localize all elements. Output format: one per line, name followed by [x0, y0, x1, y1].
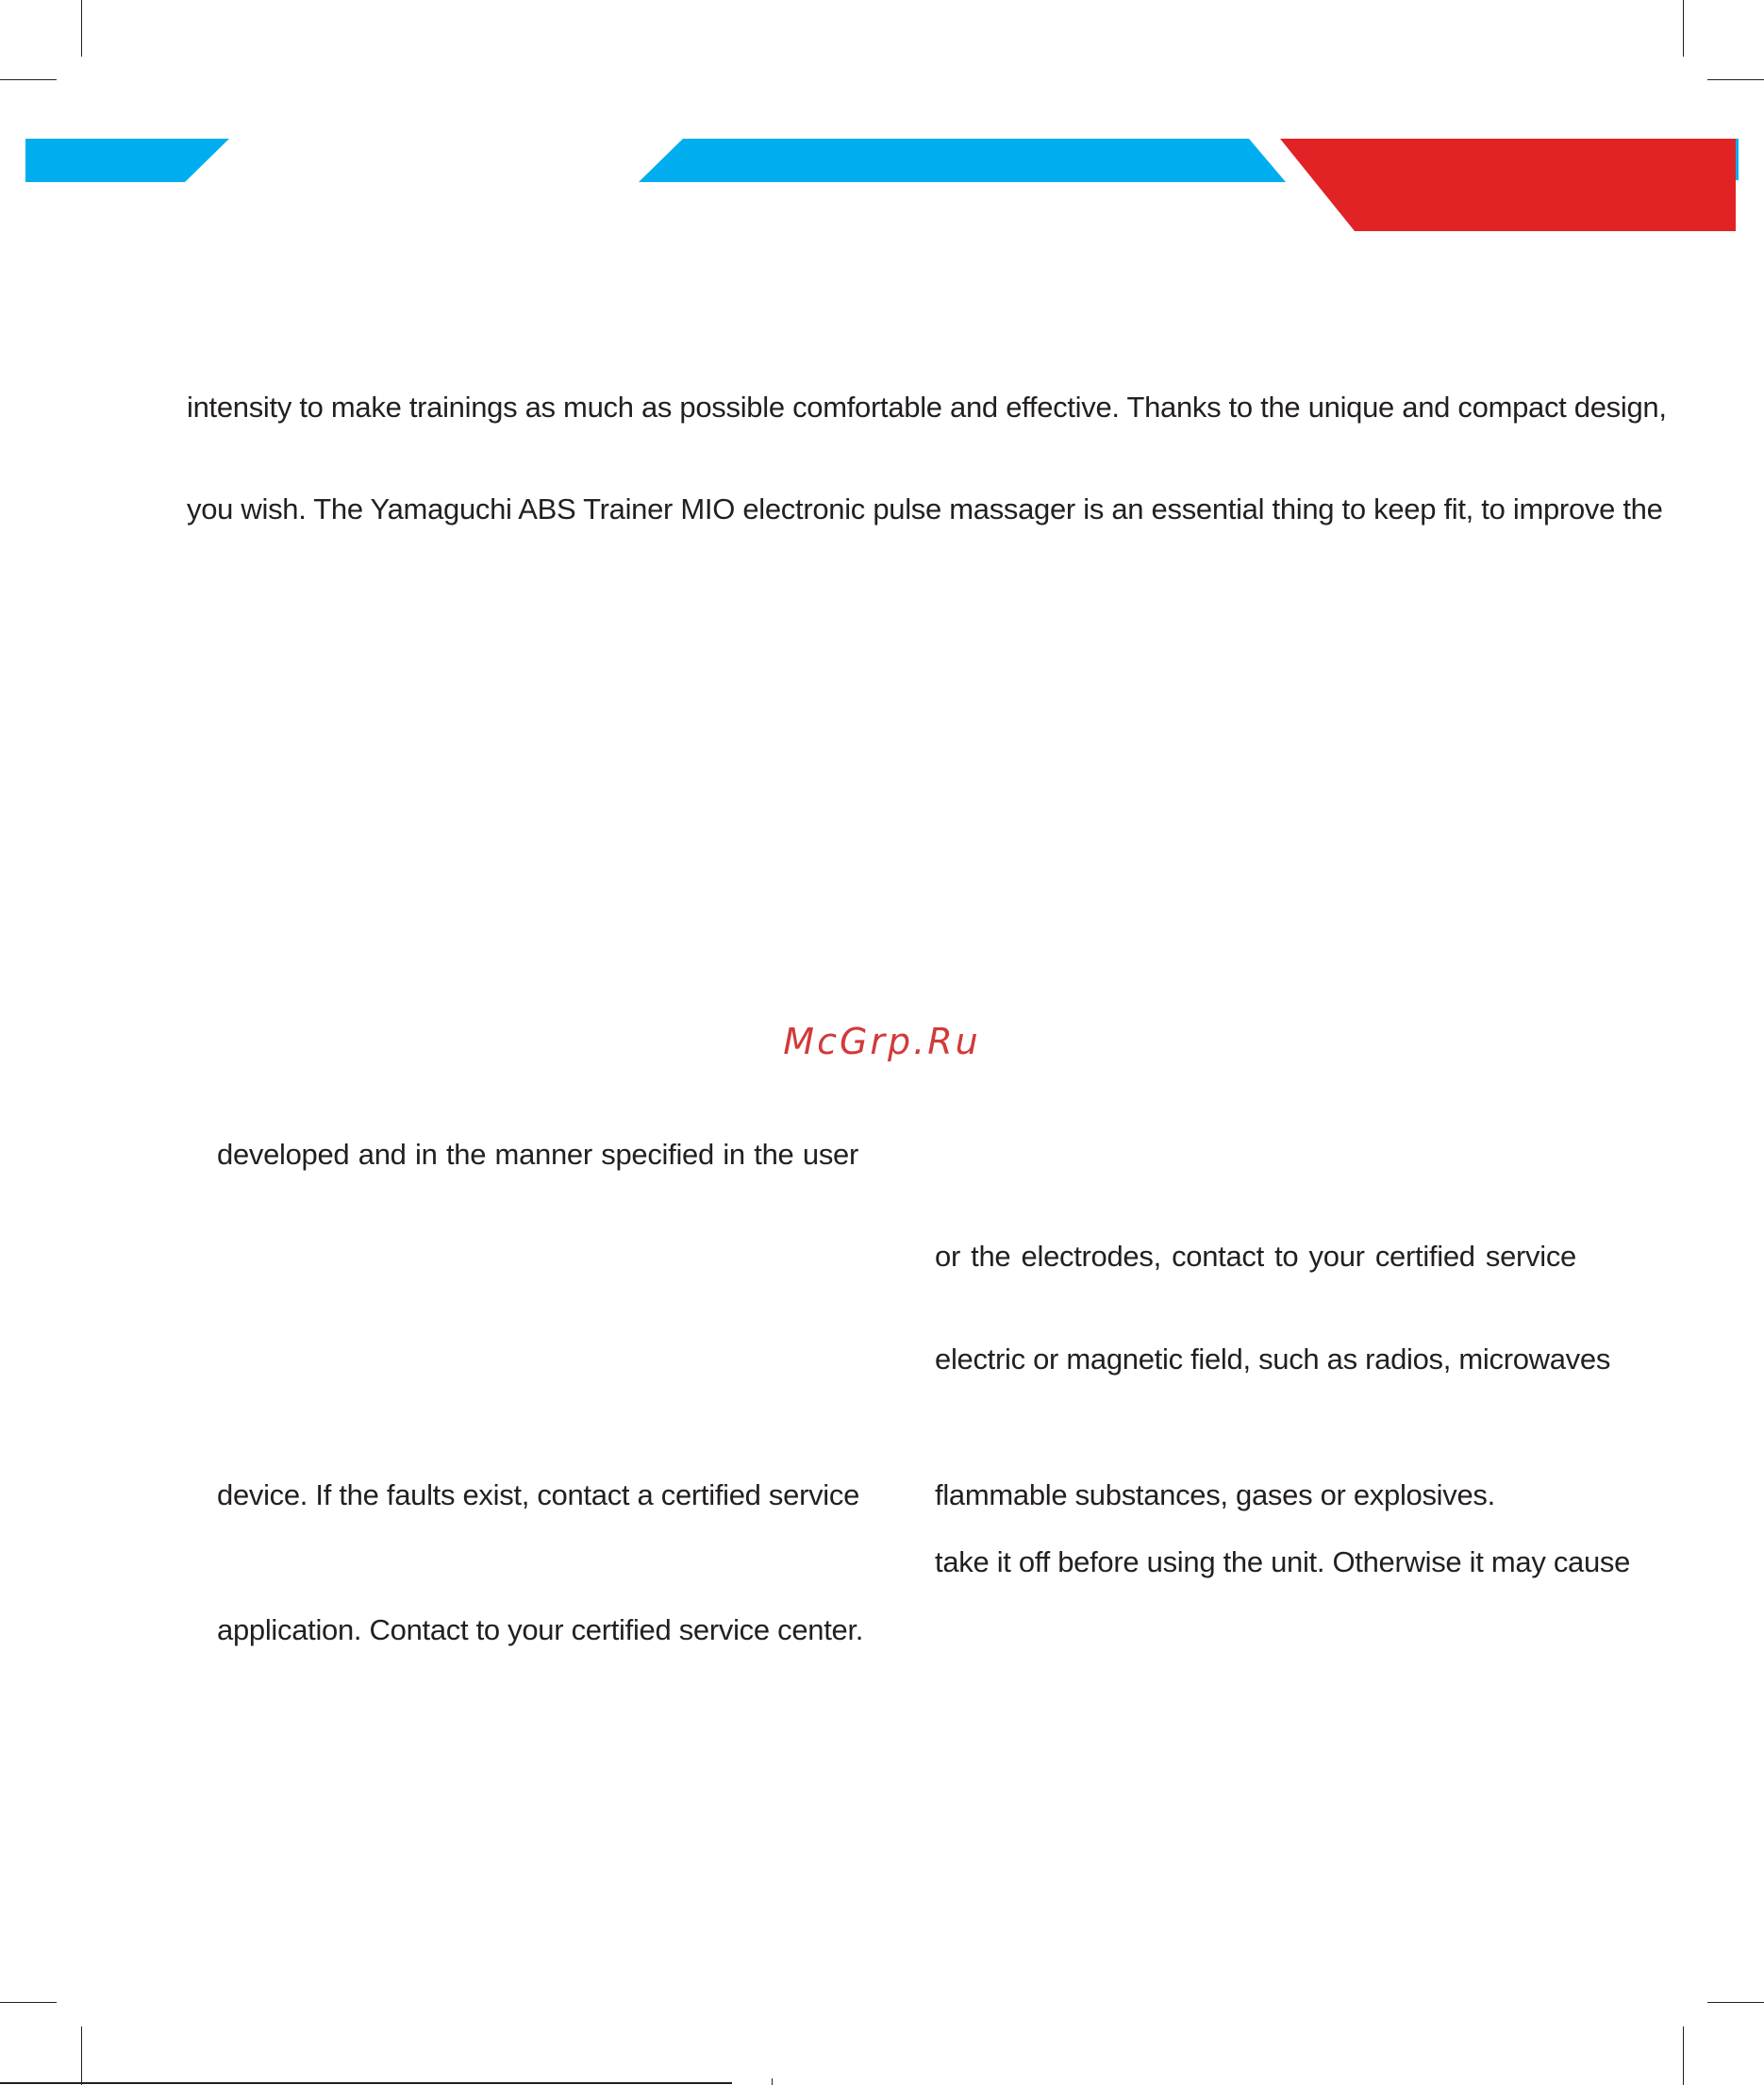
crop-mark-bottom-left-vertical: [81, 2027, 82, 2085]
crop-mark-bottom-right-horizontal: [1707, 2002, 1764, 2003]
left-column-line-3: application. Contact to your certified service center.: [217, 1613, 864, 1646]
banner-blue-center: [639, 139, 1286, 182]
right-column-line-2: electric or magnetic field, such as radios, microwaves: [935, 1343, 1611, 1376]
watermark: McGrp.Ru: [783, 1021, 981, 1062]
intro-line-2: you wish. The Yamaguchi ABS Trainer MIO electronic pulse massager is an essential thing to keep fit, to improve the: [187, 492, 1663, 525]
bottom-rule: [0, 2082, 732, 2084]
right-column-line-3: flammable substances, gases or explosives.: [935, 1478, 1495, 1511]
intro-line-1: intensity to make trainings as much as possible comfortable and effective. Thanks to the unique and compact design,: [187, 391, 1667, 424]
banner-red-right: [1280, 139, 1736, 231]
right-column-line-4: take it off before using the unit. Otherwise it may cause: [935, 1545, 1631, 1578]
right-column-line-1: or the electrodes, contact to your certified service: [935, 1240, 1576, 1273]
left-column-line-1: developed and in the manner specified in the user: [217, 1138, 858, 1171]
left-column-line-2: device. If the faults exist, contact a certified service: [217, 1478, 860, 1511]
banner-blue-edge: [1736, 139, 1739, 180]
crop-mark-bottom-left-horizontal: [0, 2002, 57, 2003]
crop-mark-bottom-right-vertical: [1683, 2027, 1684, 2085]
bottom-center-tick: [772, 2078, 773, 2085]
header-banner: [0, 0, 1764, 245]
banner-blue-left: [25, 139, 229, 182]
